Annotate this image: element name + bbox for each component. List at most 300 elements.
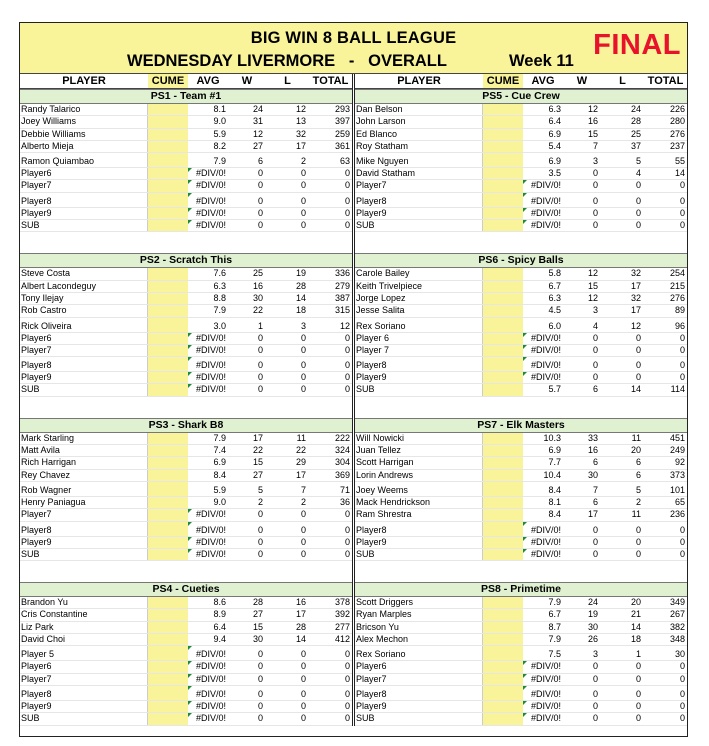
team-block [355, 89, 687, 253]
cume-cell [148, 208, 188, 219]
player-losses: 3 [300, 320, 306, 331]
player-avg: 5.4 [548, 140, 561, 151]
player-row [20, 713, 352, 725]
player-row [20, 268, 352, 280]
player-total: 215 [669, 280, 685, 291]
cume-cell [483, 686, 523, 700]
player-avg: 6.0 [548, 320, 561, 331]
player-avg: #DIV/0! [188, 180, 228, 191]
player-total: 92 [674, 457, 685, 468]
cume-cell [148, 661, 188, 672]
player-wins: 0 [257, 713, 263, 724]
player-name: Rex Soriano [355, 646, 483, 660]
col-total: TOTAL [647, 75, 684, 87]
player-row [355, 372, 687, 384]
team-block [20, 253, 352, 417]
player-wins: 0 [592, 220, 598, 231]
player-row [355, 634, 687, 646]
player-avg: 5.7 [548, 384, 561, 395]
player-wins: 0 [592, 524, 598, 535]
player-row [355, 168, 687, 180]
player-avg: #DIV/0! [188, 333, 228, 344]
player-avg: #DIV/0! [188, 537, 228, 548]
player-name: Player 5 [20, 646, 148, 660]
cume-cell [483, 318, 523, 332]
player-losses: 12 [295, 104, 306, 114]
player-name: Player6 [355, 661, 483, 672]
player-total: 114 [670, 384, 685, 395]
player-wins: 6 [592, 384, 598, 395]
cume-cell [148, 180, 188, 191]
player-wins: 0 [257, 661, 263, 672]
player-name: Player9 [20, 372, 148, 383]
cume-cell [483, 482, 523, 496]
player-total: 0 [344, 344, 350, 355]
player-avg: #DIV/0! [523, 522, 563, 536]
col-cume: CUME [483, 74, 523, 88]
player-avg: #DIV/0! [523, 549, 563, 560]
player-row [355, 482, 687, 497]
player-wins: 27 [252, 469, 263, 480]
cume-cell [483, 168, 523, 179]
right-teams [355, 89, 687, 726]
player-avg: 8.4 [548, 484, 561, 495]
player-avg: 10.4 [543, 469, 561, 480]
cume-cell [148, 646, 188, 660]
player-avg: 8.4 [213, 469, 226, 480]
cume-cell [483, 180, 523, 191]
player-name: Rich Harrigan [20, 457, 148, 468]
player-total: 55 [674, 156, 685, 167]
cume-cell [148, 116, 188, 127]
player-wins: 7 [592, 140, 598, 151]
player-wins: 0 [592, 332, 598, 343]
player-losses: 0 [300, 649, 306, 660]
cume-cell [483, 220, 523, 231]
player-name: Player8 [20, 686, 148, 700]
player-name: Lorin Andrews [355, 470, 483, 481]
player-total: 0 [344, 661, 350, 672]
team-spacer [355, 232, 687, 253]
player-total: 0 [679, 180, 685, 191]
player-name: Mack Hendrickson [355, 497, 483, 508]
player-avg: #DIV/0! [523, 661, 563, 672]
cume-cell [483, 674, 523, 685]
player-wins: 0 [592, 180, 598, 191]
player-losses: 4 [635, 168, 641, 179]
player-total: 0 [344, 207, 350, 218]
player-wins: 0 [592, 372, 598, 383]
player-total: 0 [344, 332, 350, 343]
player-total: 63 [339, 156, 350, 167]
player-row [355, 357, 687, 372]
player-losses: 0 [300, 548, 306, 559]
player-losses: 17 [295, 140, 306, 151]
cume-cell [483, 549, 523, 560]
player-name: Bricson Yu [355, 622, 483, 633]
player-avg: #DIV/0! [188, 522, 228, 536]
player-wins: 0 [592, 673, 598, 684]
player-losses: 0 [300, 360, 306, 371]
player-row [355, 445, 687, 457]
player-row [355, 522, 687, 537]
player-row [20, 433, 352, 445]
player-row [20, 168, 352, 180]
player-row [355, 597, 687, 609]
player-wins: 30 [252, 634, 263, 645]
player-wins: 0 [592, 688, 598, 699]
cume-cell [483, 268, 523, 279]
player-avg: 6.7 [548, 280, 561, 291]
player-losses: 0 [300, 700, 306, 711]
player-name: Matt Avila [20, 445, 148, 456]
cume-cell [148, 104, 188, 115]
player-total: 0 [344, 372, 350, 383]
player-avg: #DIV/0! [188, 345, 228, 356]
player-losses: 28 [295, 621, 306, 632]
player-wins: 0 [257, 548, 263, 559]
player-row [355, 268, 687, 280]
player-losses: 5 [635, 484, 641, 495]
player-name: Player6 [20, 168, 148, 179]
player-row [355, 497, 687, 509]
player-total: 101 [669, 484, 685, 495]
team-spacer [20, 561, 352, 582]
player-name: Rey Chavez [20, 470, 148, 481]
player-name: SUB [355, 549, 483, 560]
player-row [20, 180, 352, 192]
cume-cell [148, 713, 188, 724]
player-wins: 30 [252, 292, 263, 303]
player-total: 236 [669, 509, 685, 520]
player-losses: 0 [300, 661, 306, 672]
player-avg: 9.0 [213, 116, 226, 127]
player-losses: 0 [635, 524, 641, 535]
player-row [20, 220, 352, 232]
player-wins: 0 [592, 344, 598, 355]
cume-cell [483, 193, 523, 207]
player-name: Cris Constantine [20, 609, 148, 620]
cume-cell [148, 433, 188, 444]
player-row [20, 318, 352, 333]
cume-cell [483, 129, 523, 140]
cume-cell [148, 268, 188, 279]
player-row [20, 333, 352, 345]
player-row [20, 193, 352, 208]
player-avg: #DIV/0! [188, 208, 228, 219]
player-avg: 9.0 [213, 496, 226, 507]
player-total: 0 [679, 688, 685, 699]
cume-cell [483, 597, 523, 608]
player-total: 71 [339, 484, 350, 495]
player-total: 14 [674, 168, 685, 179]
player-total: 336 [334, 268, 350, 279]
player-avg: #DIV/0! [523, 180, 563, 191]
player-losses: 20 [630, 445, 641, 456]
player-losses: 18 [295, 305, 306, 316]
player-name: Scott Harrigan [355, 457, 483, 468]
player-wins: 0 [592, 360, 598, 371]
player-name: Alberto Mieja [20, 141, 148, 152]
player-losses: 0 [300, 195, 306, 206]
player-wins: 0 [257, 168, 263, 179]
cume-cell [148, 686, 188, 700]
player-total: 0 [344, 536, 350, 547]
player-name: Carole Bailey [355, 268, 483, 279]
player-name: Player 7 [355, 345, 483, 356]
player-name: Player9 [20, 701, 148, 712]
player-avg: 6.9 [548, 445, 561, 456]
player-name: Jesse Salita [355, 305, 483, 316]
player-wins: 0 [257, 673, 263, 684]
player-name: Ed Blanco [355, 129, 483, 140]
col-player: PLAYER [62, 75, 106, 87]
player-avg: #DIV/0! [188, 674, 228, 685]
player-avg: 9.4 [213, 634, 226, 645]
player-avg: #DIV/0! [523, 537, 563, 548]
player-name: Rob Castro [20, 305, 148, 316]
player-wins: 0 [592, 168, 598, 179]
player-name: Player7 [355, 674, 483, 685]
cume-cell [148, 470, 188, 481]
player-name: Debbie Williams [20, 129, 148, 140]
column-header-right [355, 74, 687, 89]
player-losses: 0 [635, 713, 641, 724]
player-avg: 5.9 [213, 128, 226, 139]
player-total: 0 [344, 384, 350, 395]
cume-cell [483, 345, 523, 356]
player-row [355, 305, 687, 317]
player-wins: 0 [257, 360, 263, 371]
player-total: 451 [669, 432, 685, 443]
player-total: 249 [669, 445, 685, 456]
player-row [355, 646, 687, 661]
league-title: BIG WIN 8 BALL LEAGUE [250, 29, 457, 47]
player-row [20, 634, 352, 646]
player-row [355, 333, 687, 345]
cume-cell [483, 445, 523, 456]
player-losses: 37 [630, 140, 641, 151]
player-losses: 0 [300, 384, 306, 395]
player-row [20, 116, 352, 128]
player-row [355, 129, 687, 141]
player-total: 315 [334, 305, 350, 316]
player-name: Juan Tellez [355, 445, 483, 456]
player-wins: 6 [592, 496, 598, 507]
player-avg: 3.0 [213, 320, 226, 331]
cume-cell [483, 646, 523, 660]
player-total: 349 [669, 597, 685, 608]
cume-cell [148, 522, 188, 536]
player-name: Mike Nguyen [355, 153, 483, 167]
player-total: 0 [679, 548, 685, 559]
player-total: 0 [679, 673, 685, 684]
player-avg: #DIV/0! [523, 333, 563, 344]
player-row [20, 597, 352, 609]
player-total: 0 [344, 649, 350, 660]
player-name: Player9 [20, 537, 148, 548]
player-avg: 8.6 [213, 597, 226, 608]
player-wins: 0 [257, 509, 263, 520]
player-row [355, 433, 687, 445]
player-name: SUB [20, 549, 148, 560]
player-wins: 15 [587, 128, 598, 139]
player-total: 96 [674, 320, 685, 331]
player-name: Will Nowicki [355, 433, 483, 444]
player-total: 369 [334, 469, 350, 480]
player-losses: 0 [635, 372, 641, 383]
player-avg: 6.3 [548, 292, 561, 303]
player-row [20, 141, 352, 153]
player-wins: 0 [592, 548, 598, 559]
team-block [355, 253, 687, 417]
player-total: 324 [334, 445, 350, 456]
player-total: 293 [334, 104, 350, 114]
player-losses: 22 [295, 445, 306, 456]
player-total: 226 [669, 104, 685, 114]
col-total: TOTAL [312, 75, 349, 87]
cume-cell [483, 701, 523, 712]
team-name: PS7 - Elk Masters [355, 418, 687, 433]
player-losses: 14 [295, 634, 306, 645]
player-wins: 0 [257, 700, 263, 711]
team-block [20, 89, 352, 253]
player-name: Ryan Marples [355, 609, 483, 620]
cume-cell [148, 701, 188, 712]
player-row [20, 293, 352, 305]
col-w: W [576, 75, 588, 87]
player-row [20, 281, 352, 293]
player-wins: 3 [592, 649, 598, 660]
player-wins: 0 [257, 384, 263, 395]
cume-cell [483, 622, 523, 633]
player-total: 0 [679, 713, 685, 724]
player-avg: #DIV/0! [188, 372, 228, 383]
player-wins: 12 [587, 292, 598, 303]
cume-cell [483, 634, 523, 645]
player-wins: 24 [587, 597, 598, 608]
player-wins: 0 [257, 649, 263, 660]
player-avg: #DIV/0! [188, 509, 228, 520]
player-avg: #DIV/0! [523, 686, 563, 700]
player-losses: 17 [295, 469, 306, 480]
player-losses: 21 [630, 609, 641, 620]
player-losses: 1 [635, 649, 641, 660]
cume-cell [483, 713, 523, 724]
player-row [355, 220, 687, 232]
cume-cell [148, 597, 188, 608]
cume-cell [483, 141, 523, 152]
player-avg: #DIV/0! [188, 701, 228, 712]
player-name: Joey Weems [355, 482, 483, 496]
player-losses: 0 [635, 207, 641, 218]
player-losses: 0 [635, 220, 641, 231]
player-wins: 16 [252, 280, 263, 291]
player-name: Player7 [355, 180, 483, 191]
player-avg: #DIV/0! [523, 674, 563, 685]
player-total: 392 [334, 609, 350, 620]
player-name: Player7 [20, 180, 148, 191]
player-total: 0 [679, 661, 685, 672]
cume-cell [148, 281, 188, 292]
player-row [355, 622, 687, 634]
player-name: Player9 [355, 372, 483, 383]
player-wins: 28 [252, 597, 263, 608]
cume-cell [483, 433, 523, 444]
player-losses: 0 [300, 180, 306, 191]
player-wins: 25 [252, 268, 263, 279]
player-losses: 2 [300, 156, 306, 167]
player-losses: 32 [630, 268, 641, 279]
cume-cell [148, 445, 188, 456]
player-row [355, 674, 687, 686]
player-name: Scott Driggers [355, 597, 483, 608]
cume-cell [483, 104, 523, 115]
player-avg: #DIV/0! [523, 372, 563, 383]
cume-cell [483, 116, 523, 127]
team-block [20, 582, 352, 725]
player-avg: 7.9 [213, 156, 226, 167]
player-row [355, 713, 687, 725]
cume-cell [148, 333, 188, 344]
player-total: 382 [669, 621, 685, 632]
player-name: Ramon Quiambao [20, 153, 148, 167]
player-losses: 0 [635, 548, 641, 559]
player-losses: 0 [300, 673, 306, 684]
cume-cell [483, 153, 523, 167]
player-losses: 0 [300, 207, 306, 218]
player-wins: 22 [252, 305, 263, 316]
player-name: Player8 [355, 357, 483, 371]
player-losses: 2 [635, 496, 641, 507]
player-total: 361 [334, 140, 350, 151]
player-losses: 17 [630, 305, 641, 316]
player-name: Dan Belson [355, 104, 483, 115]
team-name: PS6 - Spicy Balls [355, 253, 687, 268]
player-avg: #DIV/0! [188, 384, 228, 395]
player-losses: 0 [300, 509, 306, 520]
player-name: Player8 [355, 522, 483, 536]
team-name: PS1 - Team #1 [20, 89, 352, 104]
player-total: 276 [669, 292, 685, 303]
player-total: 222 [334, 432, 350, 443]
player-name: David Choi [20, 634, 148, 645]
player-total: 0 [344, 168, 350, 179]
player-row [355, 549, 687, 561]
player-avg: #DIV/0! [188, 713, 228, 724]
player-row [20, 305, 352, 317]
col-avg: AVG [531, 75, 555, 87]
player-avg: 6.9 [213, 457, 226, 468]
player-wins: 33 [587, 432, 598, 443]
player-losses: 0 [300, 332, 306, 343]
player-total: 0 [344, 360, 350, 371]
player-avg: 6.9 [548, 156, 561, 167]
player-name: Rob Wagner [20, 482, 148, 496]
player-total: 0 [679, 207, 685, 218]
cume-cell [148, 345, 188, 356]
sheet-subtitle: WEDNESDAY LIVERMORE - OVERALL [127, 52, 447, 70]
column-header-left [20, 74, 352, 89]
player-wins: 0 [257, 372, 263, 383]
player-total: 30 [674, 649, 685, 660]
player-wins: 31 [252, 116, 263, 127]
player-wins: 4 [592, 320, 598, 331]
player-wins: 2 [257, 496, 263, 507]
player-losses: 32 [295, 128, 306, 139]
team-block [355, 418, 687, 582]
player-name: SUB [20, 384, 148, 395]
